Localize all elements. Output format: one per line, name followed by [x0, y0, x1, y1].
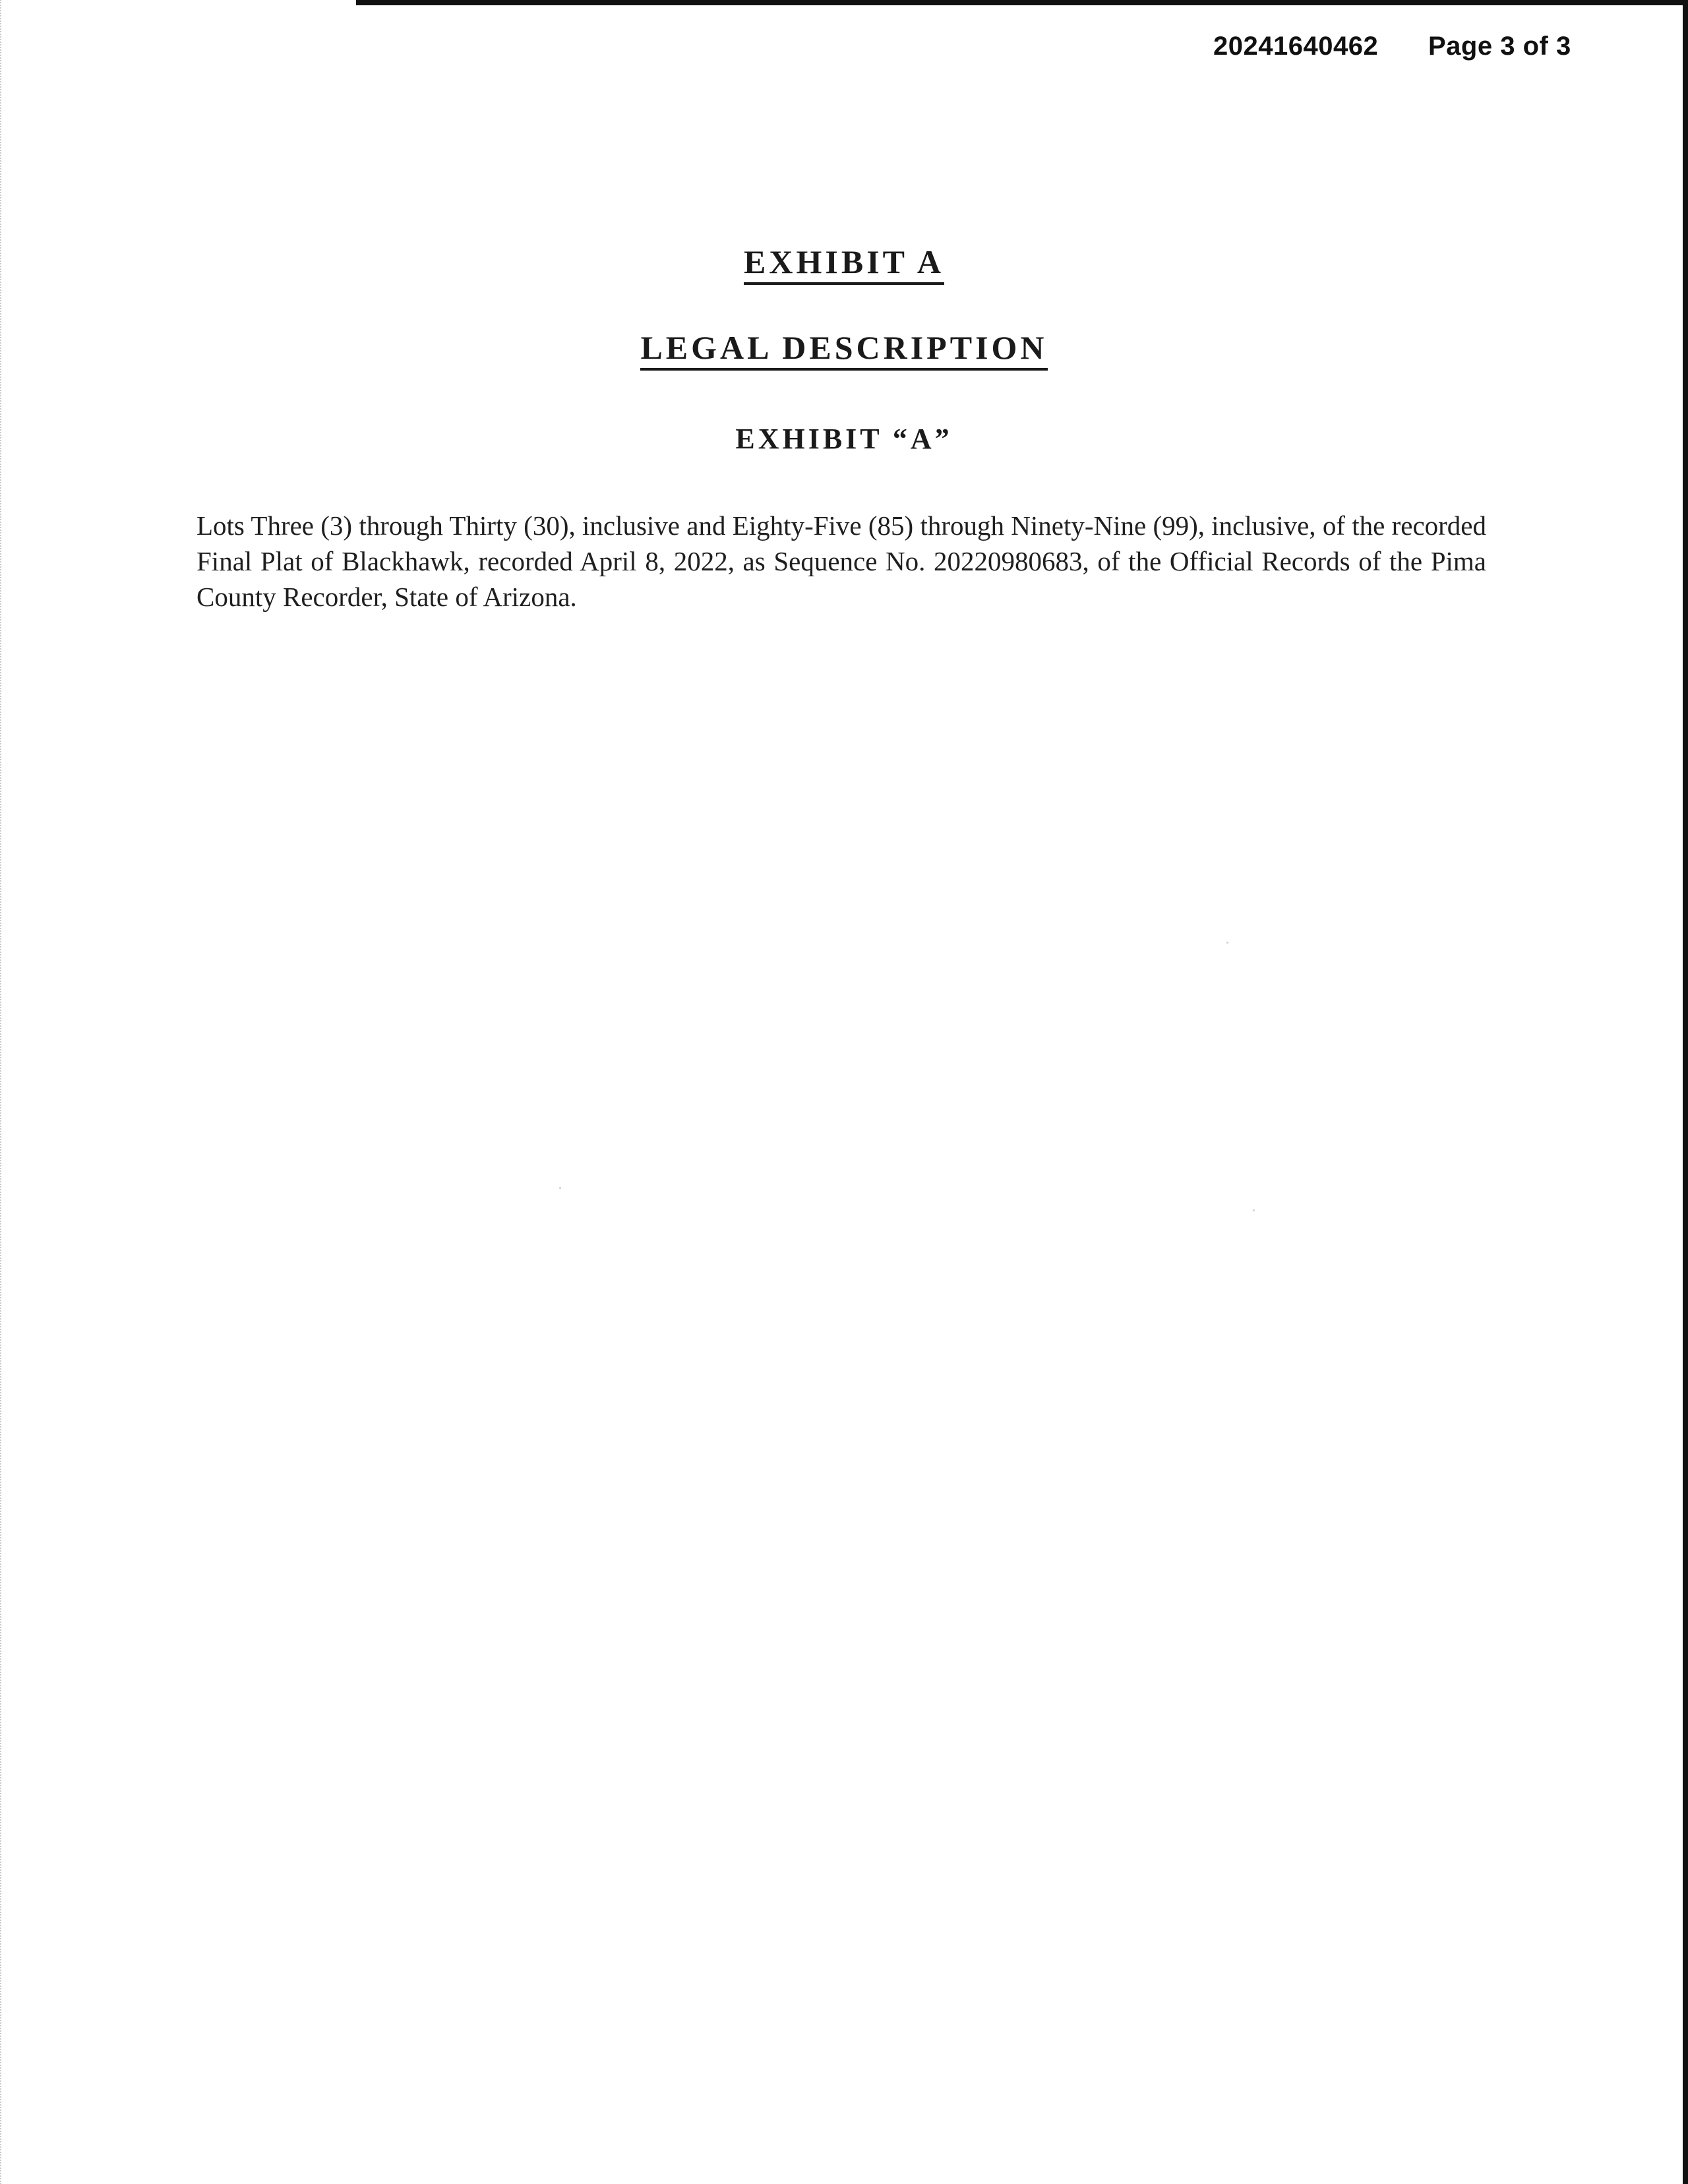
exhibit-heading-text: EXHIBIT A — [744, 243, 944, 285]
legal-description-heading-text: LEGAL DESCRIPTION — [640, 328, 1047, 371]
exhibit-quoted-heading — [0, 422, 1688, 456]
scan-speck — [1253, 1209, 1255, 1211]
recording-number: 20241640462 — [1213, 32, 1379, 61]
page-number: Page 3 of 3 — [1428, 32, 1571, 61]
scan-speck — [559, 1187, 561, 1189]
exhibit-quoted-heading-text: EXHIBIT “A” — [735, 423, 953, 455]
legal-description-heading — [0, 328, 1688, 371]
scan-speck — [1226, 942, 1228, 944]
scan-border-right — [1683, 0, 1688, 2184]
scan-border-left — [0, 0, 1, 2184]
exhibit-heading — [0, 243, 1688, 285]
scan-border-top — [356, 0, 1688, 5]
legal-description-paragraph: Lots Three (3) through Thirty (30), inclusive and Eighty-Five (85) through Ninety-Nine (99), inclusive, of the recorded Final Plat of Blackhawk, recorded April 8, 2022, as Sequence No. 20220980683, of the Official Records of the Pima County Recorder, State of Arizona. — [196, 510, 1486, 612]
